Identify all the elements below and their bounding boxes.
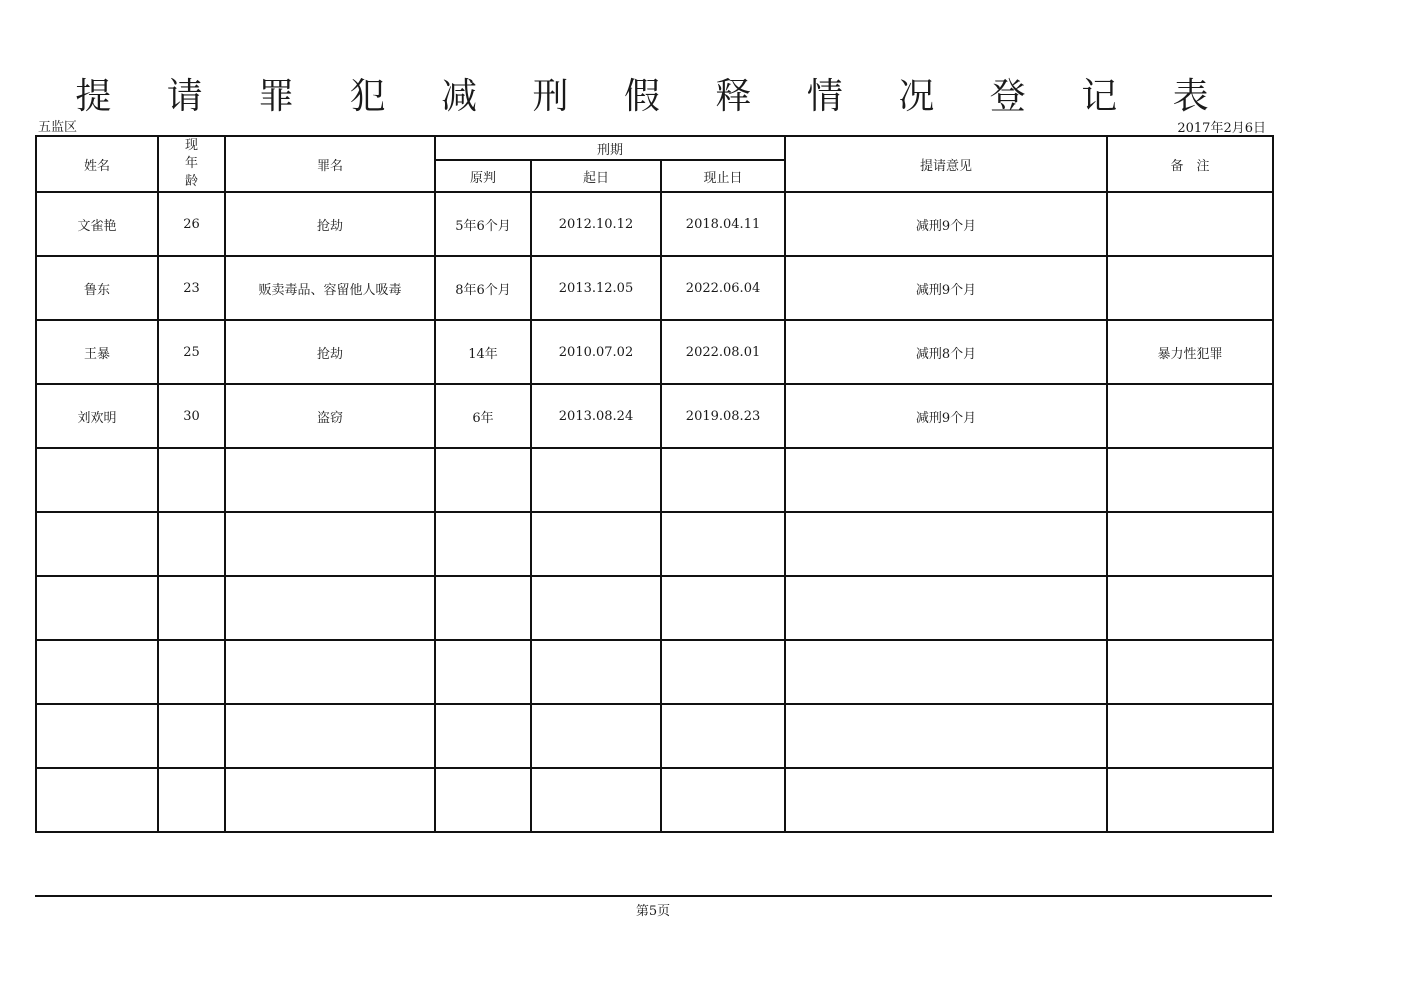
cell-proposal <box>785 704 1107 768</box>
header-remark: 备 注 <box>1107 136 1273 192</box>
cell-end <box>661 576 785 640</box>
table-row <box>36 256 1273 320</box>
cell-remark <box>1107 640 1273 704</box>
cell-crime <box>225 640 435 704</box>
table-row <box>36 704 1273 768</box>
header-original: 原判 <box>435 160 531 192</box>
cell-name <box>36 576 158 640</box>
cell-end <box>661 768 785 832</box>
cell-end <box>661 448 785 512</box>
cell-proposal <box>785 768 1107 832</box>
cell-name: 王暴 <box>36 320 158 384</box>
cell-original: 6年 <box>435 384 531 448</box>
cell-crime <box>225 576 435 640</box>
cell-start: 2012.10.12 <box>531 192 661 256</box>
cell-name <box>36 704 158 768</box>
cell-age <box>158 704 225 768</box>
table-row <box>36 192 1273 256</box>
cell-age <box>158 576 225 640</box>
cell-start <box>531 704 661 768</box>
cell-original: 5年6个月 <box>435 192 531 256</box>
cell-age <box>158 640 225 704</box>
header-age-char: 龄 <box>184 174 198 189</box>
cell-name: 文雀艳 <box>36 192 158 256</box>
header-age-char: 年 <box>184 156 198 171</box>
table-row <box>36 320 1273 384</box>
cell-age: 30 <box>158 384 225 448</box>
cell-name <box>36 640 158 704</box>
cell-age <box>158 512 225 576</box>
cell-age <box>158 448 225 512</box>
cell-original: 8年6个月 <box>435 256 531 320</box>
page-number: 第5页 <box>635 904 671 919</box>
cell-end <box>661 640 785 704</box>
cell-end: 2022.06.04 <box>661 256 785 320</box>
cell-remark <box>1107 448 1273 512</box>
cell-age: 26 <box>158 192 225 256</box>
cell-remark: 暴力性犯罪 <box>1107 320 1273 384</box>
cell-original: 14年 <box>435 320 531 384</box>
cell-remark <box>1107 256 1273 320</box>
cell-proposal <box>785 576 1107 640</box>
cell-proposal: 减刑8个月 <box>785 320 1107 384</box>
cell-crime: 抢劫 <box>225 192 435 256</box>
table-row <box>36 768 1273 832</box>
cell-original <box>435 512 531 576</box>
cell-name: 鲁东 <box>36 256 158 320</box>
cell-proposal: 减刑9个月 <box>785 256 1107 320</box>
table-row <box>36 576 1273 640</box>
header-crime: 罪名 <box>225 136 435 192</box>
header-start: 起日 <box>531 160 661 192</box>
cell-start: 2013.08.24 <box>531 384 661 448</box>
cell-name: 刘欢明 <box>36 384 158 448</box>
cell-proposal: 减刑9个月 <box>785 384 1107 448</box>
cell-start <box>531 512 661 576</box>
cell-start: 2010.07.02 <box>531 320 661 384</box>
cell-start <box>531 576 661 640</box>
cell-proposal: 减刑9个月 <box>785 192 1107 256</box>
cell-age: 23 <box>158 256 225 320</box>
table-row <box>36 448 1273 512</box>
header-age <box>158 136 225 192</box>
cell-original <box>435 704 531 768</box>
header-end: 现止日 <box>661 160 785 192</box>
cell-end: 2019.08.23 <box>661 384 785 448</box>
footer-divider <box>35 895 1272 897</box>
cell-remark <box>1107 768 1273 832</box>
cell-remark <box>1107 512 1273 576</box>
cell-start <box>531 640 661 704</box>
register-table <box>35 135 1274 833</box>
header-sentence: 刑期 <box>435 136 785 160</box>
cell-end <box>661 512 785 576</box>
header-age-char: 现 <box>184 138 198 153</box>
cell-crime: 盗窃 <box>225 384 435 448</box>
cell-age: 25 <box>158 320 225 384</box>
page-title: 提 请 罪 犯 减 刑 假 释 情 况 登 记 表 <box>75 76 1231 117</box>
cell-original <box>435 448 531 512</box>
header-name: 姓名 <box>36 136 158 192</box>
cell-remark <box>1107 704 1273 768</box>
cell-end: 2018.04.11 <box>661 192 785 256</box>
cell-crime: 贩卖毒品、容留他人吸毒 <box>225 256 435 320</box>
cell-end <box>661 704 785 768</box>
cell-crime <box>225 512 435 576</box>
cell-name <box>36 768 158 832</box>
cell-crime: 抢劫 <box>225 320 435 384</box>
header-row <box>36 136 1273 160</box>
cell-original <box>435 576 531 640</box>
cell-start <box>531 768 661 832</box>
cell-crime <box>225 704 435 768</box>
cell-original <box>435 768 531 832</box>
cell-end: 2022.08.01 <box>661 320 785 384</box>
cell-remark <box>1107 576 1273 640</box>
cell-remark <box>1107 192 1273 256</box>
cell-start <box>531 448 661 512</box>
cell-proposal <box>785 512 1107 576</box>
cell-crime <box>225 768 435 832</box>
cell-crime <box>225 448 435 512</box>
cell-start: 2013.12.05 <box>531 256 661 320</box>
sheet-date: 2017年2月6日 <box>1177 121 1266 136</box>
cell-proposal <box>785 640 1107 704</box>
cell-name <box>36 448 158 512</box>
table-row <box>36 640 1273 704</box>
cell-proposal <box>785 448 1107 512</box>
table-row <box>36 384 1273 448</box>
cell-name <box>36 512 158 576</box>
cell-age <box>158 768 225 832</box>
cell-original <box>435 640 531 704</box>
header-proposal: 提请意见 <box>785 136 1107 192</box>
cell-remark <box>1107 384 1273 448</box>
prison-area-label: 五监区 <box>38 120 78 135</box>
table-row <box>36 512 1273 576</box>
